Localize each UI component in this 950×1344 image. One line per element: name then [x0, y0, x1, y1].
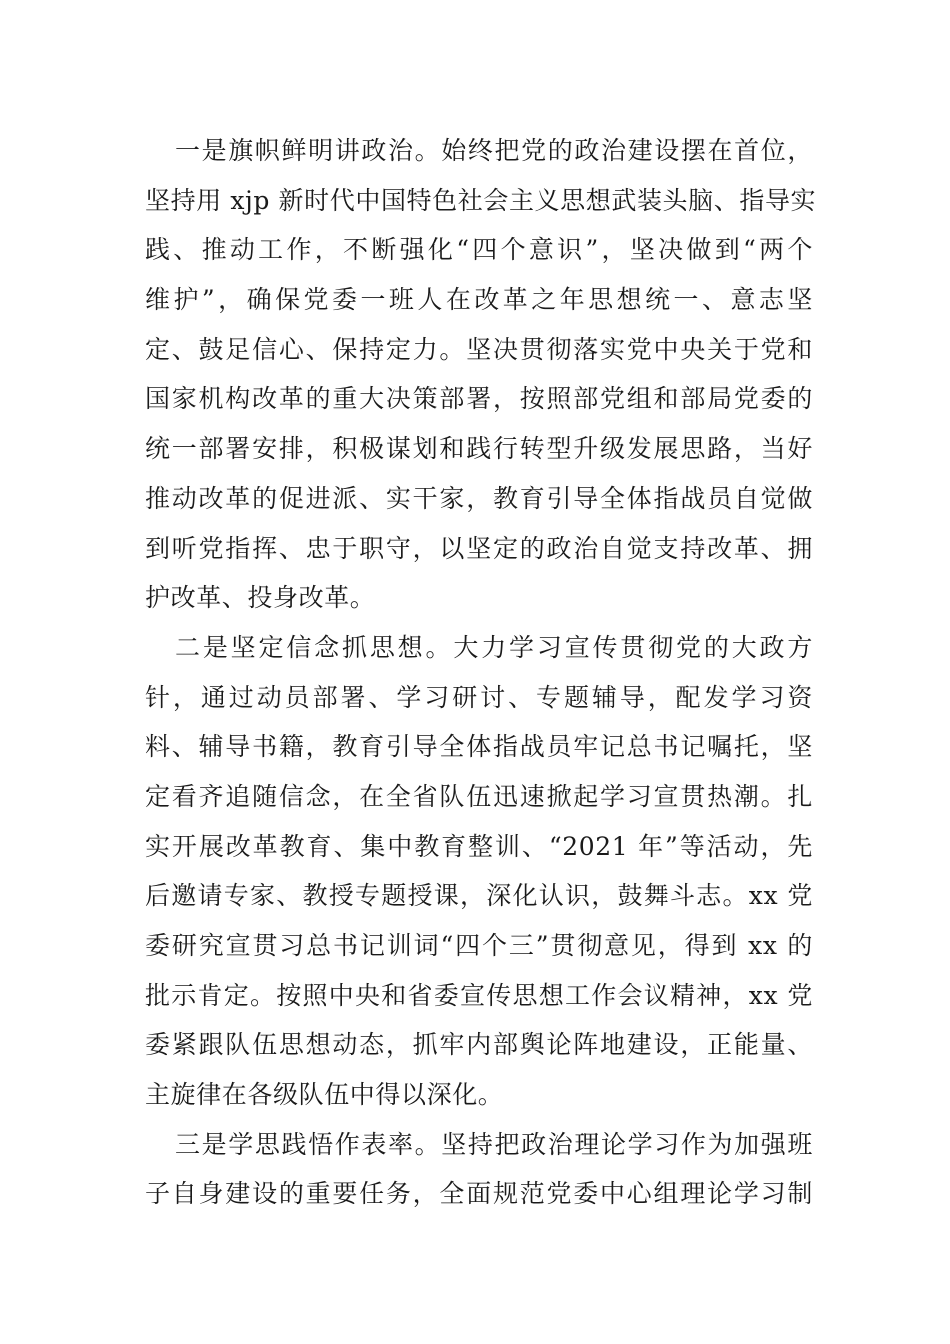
paragraph-line: 国家机构改革的重大决策部署，按照部党组和部局党委的: [145, 384, 813, 414]
paragraph-line: 定看齐追随信念，在全省队伍迅速掀起学习宣贯热潮。扎: [145, 781, 813, 811]
paragraph-1: [145, 126, 817, 623]
paragraph-line: 委紧跟队伍思想动态，抓牢内部舆论阵地建设，正能量、: [145, 1030, 813, 1060]
paragraph-line: 坚持用 xjp 新时代中国特色社会主义思想武装头脑、指导实: [145, 185, 817, 215]
document-body: [145, 126, 817, 1219]
paragraph-3: [145, 1120, 813, 1219]
paragraph-line: 实开展改革教育、集中教育整训、“2021 年”等活动，先: [145, 831, 813, 861]
paragraph-line: 定、鼓足信心、保持定力。坚决贯彻落实党中央关于党和: [145, 334, 813, 364]
paragraph-line: 批示肯定。按照中央和省委宣传思想工作会议精神，xx 党: [145, 980, 813, 1010]
paragraph-line: 针，通过动员部署、学习研讨、专题辅导，配发学习资: [145, 682, 813, 712]
paragraph-line: 子自身建设的重要任务，全面规范党委中心组理论学习制: [145, 1179, 813, 1209]
paragraph-line: 主旋律在各级队伍中得以深化。: [145, 1080, 504, 1110]
paragraph-line: 践、推动工作，不断强化“四个意识”，坚决做到“两个: [145, 235, 813, 265]
paragraph-line: 三是学思践悟作表率。坚持把政治理论学习作为加强班: [175, 1129, 813, 1159]
paragraph-line: 统一部署安排，积极谋划和践行转型升级发展思路，当好: [145, 434, 813, 464]
paragraph-line: 料、辅导书籍，教育引导全体指战员牢记总书记嘱托，坚: [145, 732, 813, 762]
paragraph-2: [145, 623, 813, 1120]
paragraph-line: 维护”，确保党委一班人在改革之年思想统一、意志坚: [145, 285, 813, 315]
paragraph-line: 到听党指挥、忠于职守，以坚定的政治自觉支持改革、拥: [145, 533, 813, 563]
paragraph-line: 推动改革的促进派、实干家，教育引导全体指战员自觉做: [145, 483, 813, 513]
paragraph-line: 委研究宣贯习总书记训词“四个三”贯彻意见，得到 xx 的: [145, 931, 813, 960]
paragraph-line: 护改革、投身改革。: [145, 583, 376, 613]
paragraph-line: 二是坚定信念抓思想。大力学习宣传贯彻党的大政方: [175, 632, 813, 662]
paragraph-line: 一是旗帜鲜明讲政治。始终把党的政治建设摆在首位，: [175, 136, 813, 165]
paragraph-line: 后邀请专家、教授专题授课，深化认识，鼓舞斗志。xx 党: [145, 881, 813, 911]
